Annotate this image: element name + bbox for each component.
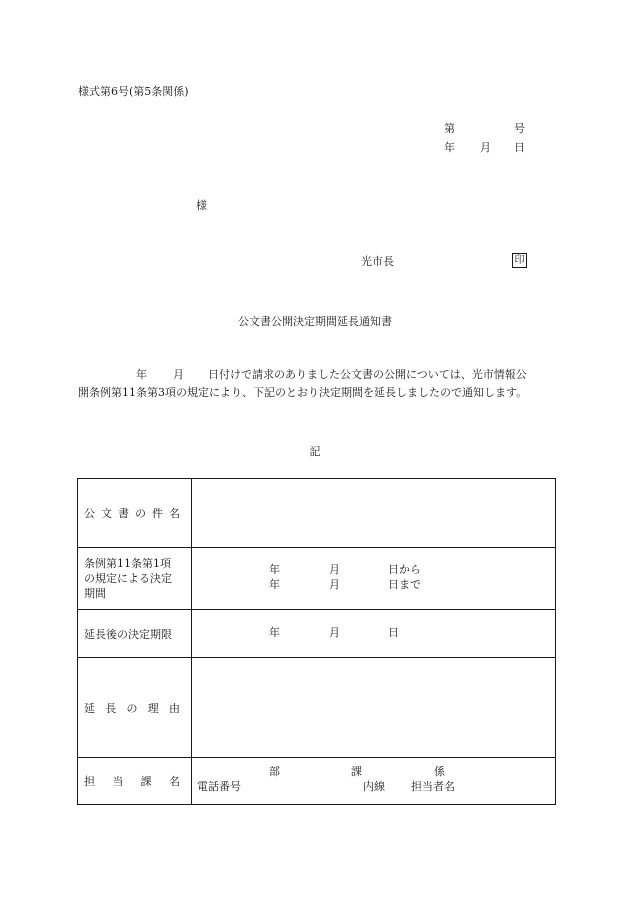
label-char: 書 (118, 507, 129, 520)
date-month-label: 月 (480, 141, 491, 154)
table-row-document-name (78, 479, 556, 548)
date-year-label: 年 (444, 141, 455, 154)
period-to-month: 月 (329, 578, 340, 591)
label-decision-period (78, 548, 192, 610)
table-row-extension-reason (78, 658, 556, 758)
unit-label: 係 (434, 765, 445, 778)
label-line: 期間 (84, 587, 106, 600)
period-from-year: 年 (269, 563, 280, 576)
seal-mark: 印 (512, 253, 527, 268)
label-char: の (126, 701, 138, 715)
label-char: 理 (147, 701, 159, 715)
detail-table (77, 478, 556, 805)
table-row-extended-deadline (78, 610, 556, 658)
body-text-line-2: 開条例第11条第3項の規定により、下記のとおり決定期間を延長しましたので通知します。 (78, 386, 528, 399)
addressee-honorific: 様 (196, 199, 207, 212)
label-char: 長 (105, 701, 117, 715)
period-from-month: 月 (329, 563, 340, 576)
body-month-label: 月 (173, 368, 184, 381)
table-row-decision-period (78, 548, 556, 610)
period-from-day: 日から (388, 563, 421, 576)
dept-label: 部 (269, 765, 280, 778)
label-char: 文 (101, 507, 112, 520)
label-char: 由 (169, 701, 180, 715)
deadline-month: 月 (329, 626, 340, 639)
label-line: の規定による決定 (84, 572, 172, 585)
deadline-year: 年 (269, 626, 280, 639)
ki-heading: 記 (309, 445, 321, 458)
label-char: 件 (152, 507, 163, 520)
label-document-name (78, 479, 192, 548)
period-to-year: 年 (269, 578, 280, 591)
label-char: 公 (84, 507, 95, 520)
value-document-name (192, 479, 556, 548)
document-title: 公文書公開決定期間延長通知書 (238, 315, 392, 328)
deadline-day: 日 (388, 626, 399, 639)
document-number-prefix: 第 (444, 122, 455, 135)
section-label: 課 (351, 765, 362, 778)
extension-label: 内線 (363, 780, 385, 793)
sender-title: 光市長 (361, 255, 394, 268)
period-to-day: 日まで (388, 578, 421, 591)
value-extended-deadline (192, 610, 556, 658)
document-number-suffix: 号 (514, 122, 525, 135)
label-char: 名 (168, 775, 180, 788)
table-row-responsible-section (78, 758, 556, 805)
label-char: 名 (169, 507, 180, 520)
label-char: 課 (140, 775, 152, 788)
label-char: 担 (84, 775, 95, 788)
label-char: 当 (112, 775, 124, 788)
value-responsible-section (192, 758, 556, 805)
body-text-line-1: 日付けで請求のありました公文書の公開については、光市情報公 (208, 368, 527, 381)
label-char: 延 (84, 701, 95, 715)
label-line: 条例第11条第1項 (84, 557, 171, 570)
label-text: 延長後の決定期限 (84, 627, 172, 641)
person-in-charge-label: 担当者名 (411, 780, 455, 793)
body-year-label: 年 (136, 368, 147, 381)
label-char: の (135, 507, 146, 520)
date-day-label: 日 (514, 141, 525, 154)
form-number-label: 様式第6号(第5条関係) (78, 85, 189, 98)
value-decision-period (192, 548, 556, 610)
label-extension-reason (78, 658, 192, 758)
label-extended-deadline (78, 610, 192, 658)
label-responsible-section (78, 758, 192, 805)
phone-label: 電話番号 (197, 780, 241, 793)
value-extension-reason (192, 658, 556, 758)
